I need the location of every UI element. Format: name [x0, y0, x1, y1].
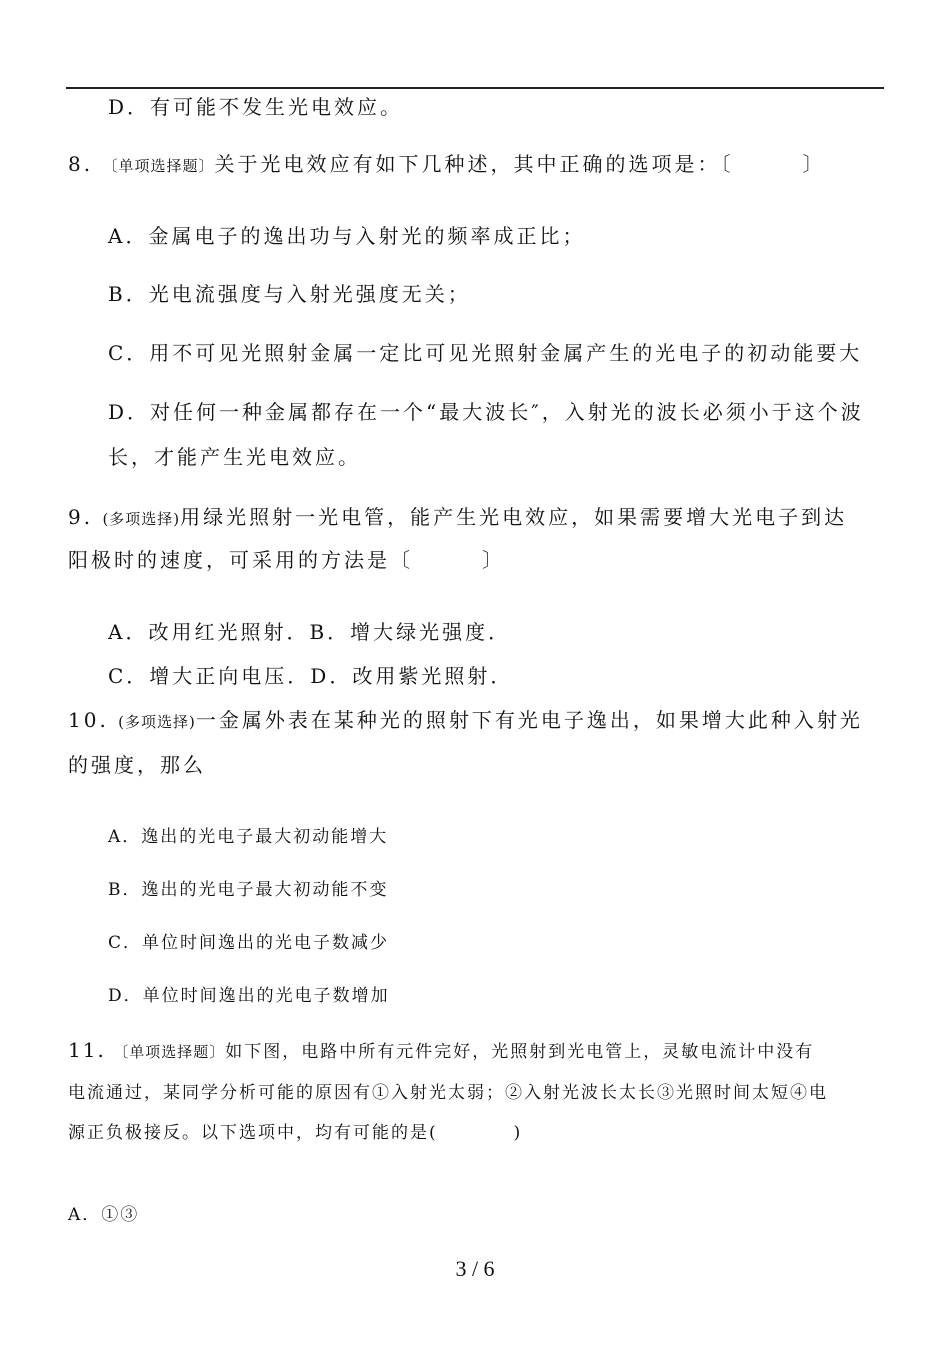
q8-stem-text: 关于光电效应有如下几种述，其中正确的选项是：〔 〕: [214, 152, 826, 176]
q11-stem-line1: [68, 1036, 814, 1066]
q11-stem-line3: 源正负极接反。以下选项中，均有可能的是( ): [68, 1123, 523, 1143]
q8-option-d-line2: 长，才能产生光电效应。: [108, 445, 361, 469]
q11-option-a: A．①③: [68, 1205, 140, 1225]
q11-number: 11.: [68, 1038, 106, 1062]
q8-option-d-line1: D．对任何一种金属都存在一个“最大波长″，入射光的波长必须小于这个波: [108, 400, 864, 424]
q10-option-c: C．单位时间逸出的光电子数减少: [108, 933, 390, 953]
q7-option-d: D．有可能不发生光电效应。: [108, 95, 404, 119]
q9-stem-line2: 阳极时的速度，可采用的方法是〔 〕: [68, 548, 505, 572]
q11-type-tag: 〔单项选择题〕: [113, 1043, 226, 1061]
q10-stem-line2: 的强度，那么: [68, 753, 206, 777]
header-rule: [66, 87, 884, 89]
q10-number: 10.: [68, 708, 109, 732]
q8-stem: [68, 150, 825, 180]
q8-option-a: A．金属电子的逸出功与入射光的频率成正比；: [108, 224, 586, 248]
q11-stem-text: 如下图，电路中所有元件完好，光照射到光电管上，灵敏电流计中没有: [225, 1042, 815, 1062]
q10-type-tag: (多项选择): [118, 713, 196, 731]
q9-options-cd: C．增大正向电压．D．改用紫光照射．: [108, 664, 514, 688]
page-number: 3 / 6: [455, 1256, 495, 1281]
q9-options-ab: A．改用红光照射．B．增大绿光强度．: [108, 620, 512, 644]
q9-stem-line1: [68, 503, 847, 533]
q8-type-tag: 〔单项选择题〕: [102, 157, 215, 175]
q8-option-b: B．光电流强度与入射光强度无关；: [108, 282, 471, 306]
q11-stem-line2: 电流通过，某同学分析可能的原因有①入射光太弱；②入射光波长太长③光照时间太短④电: [68, 1083, 828, 1103]
q10-stem-text: 一金属外表在某种光的照射下有光电子逸出，如果增大此种入射光: [195, 708, 863, 732]
q10-option-d: D．单位时间逸出的光电子数增加: [108, 986, 390, 1006]
q9-stem-text: 用绿光照射一光电管，能产生光电效应，如果需要增大光电子到达: [180, 505, 848, 529]
q9-type-tag: (多项选择): [102, 510, 181, 528]
q10-stem-line1: [68, 706, 863, 736]
q10-option-a: A．逸出的光电子最大初动能增大: [108, 827, 389, 847]
q10-option-b: B．逸出的光电子最大初动能不变: [108, 880, 389, 900]
q8-number: 8.: [68, 152, 94, 176]
q9-number: 9.: [68, 505, 94, 529]
q8-option-c: C．用不可见光照射金属一定比可见光照射金属产生的光电子的初动能要大: [108, 341, 863, 365]
